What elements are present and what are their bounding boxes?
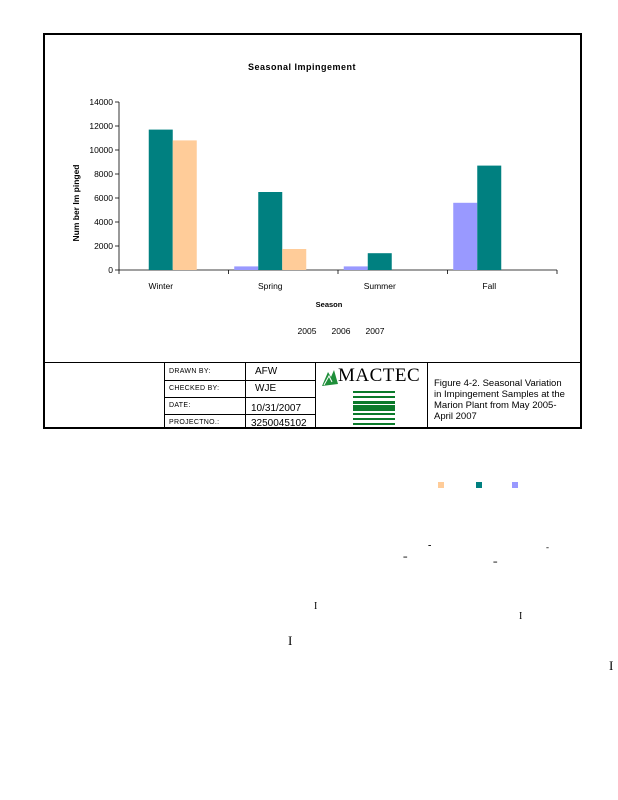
- title-block-divider-2: [315, 362, 316, 429]
- title-block-divider-1: [164, 362, 165, 429]
- figure-caption: [434, 378, 579, 422]
- checked-by-label: CHECKED BY:: [169, 385, 220, 392]
- bar-2007-spring: [282, 249, 306, 270]
- stray-legend-swatch-2005: [512, 482, 518, 488]
- stray-mark-8: -: [546, 542, 549, 552]
- y-tick-label: 12000: [89, 121, 113, 131]
- stray-legend-swatch-2007: [438, 482, 444, 488]
- bar-2006-spring: [258, 192, 282, 270]
- bar-2006-summer: [368, 253, 392, 270]
- stray-legend-swatch-2006: [476, 482, 482, 488]
- stray-mark-1: I: [314, 601, 318, 612]
- mactec-emblem-icon: [353, 391, 395, 427]
- figure-frame: [43, 33, 582, 429]
- y-tick-label: 2000: [94, 241, 113, 251]
- bar-2007-winter: [173, 140, 197, 270]
- stray-mark-6: =: [493, 558, 498, 567]
- title-block-row-line-2: [164, 397, 315, 398]
- drawn-by-label: DRAWN BY:: [169, 368, 211, 375]
- stray-mark-5: =: [403, 553, 408, 562]
- legend-label-2007: 2007: [365, 326, 385, 336]
- project-number-value: 3250045102: [251, 418, 307, 429]
- stray-mark-7: -: [428, 540, 432, 551]
- stray-mark-3: I: [519, 611, 523, 622]
- x-tick-label: Summer: [363, 281, 396, 291]
- bar-2006-fall: [477, 166, 501, 270]
- x-tick-label: Fall: [482, 281, 497, 291]
- title-block-inner-divider: [245, 362, 246, 429]
- bar-2006-winter: [149, 130, 173, 270]
- drawn-by-value: AFW: [255, 366, 278, 377]
- date-value: 10/31/2007: [251, 403, 302, 414]
- checked-by-value: WJE: [255, 383, 277, 394]
- bar-2005-fall: [453, 203, 477, 270]
- bar-2005-spring: [234, 266, 258, 270]
- project-number-label: PROJECTNO.:: [169, 419, 220, 426]
- y-tick-label: 6000: [94, 193, 113, 203]
- company-logo-text: MACTEC: [338, 365, 421, 386]
- bar-2005-summer: [344, 266, 368, 270]
- y-tick-label: 4000: [94, 217, 113, 227]
- legend-label-2005: 2005: [297, 326, 317, 336]
- title-block-top-line: [45, 362, 580, 363]
- legend-label-2006: 2006: [331, 326, 351, 336]
- chart-title: Seasonal Impingement: [247, 62, 357, 72]
- x-axis-label: Season: [315, 300, 343, 309]
- mactec-leaf-icon: [320, 368, 340, 388]
- y-tick-label: 10000: [89, 145, 113, 155]
- x-tick-label: Spring: [257, 281, 283, 291]
- caption-line-3: Marion Plant from May 2005-: [434, 400, 557, 411]
- title-block-row-line-3: [164, 414, 315, 415]
- seasonal-impingement-chart: [45, 35, 580, 361]
- caption-line-2: in Impingement Samples at the: [434, 389, 565, 400]
- y-axis-label: Num ber Im pinged: [71, 164, 81, 242]
- caption-line-4: April 2007: [434, 411, 477, 422]
- stray-mark-4: I: [609, 658, 614, 673]
- x-tick-label: Winter: [148, 281, 174, 291]
- title-block-divider-3: [427, 362, 428, 429]
- title-block-row-line-1: [164, 380, 315, 381]
- y-tick-label: 8000: [94, 169, 113, 179]
- date-label: DATE:: [169, 402, 191, 409]
- stray-mark-2: I: [288, 633, 293, 648]
- caption-line-1: Figure 4-2. Seasonal Variation: [434, 378, 562, 389]
- y-tick-label: 0: [108, 265, 113, 275]
- y-tick-label: 14000: [89, 97, 113, 107]
